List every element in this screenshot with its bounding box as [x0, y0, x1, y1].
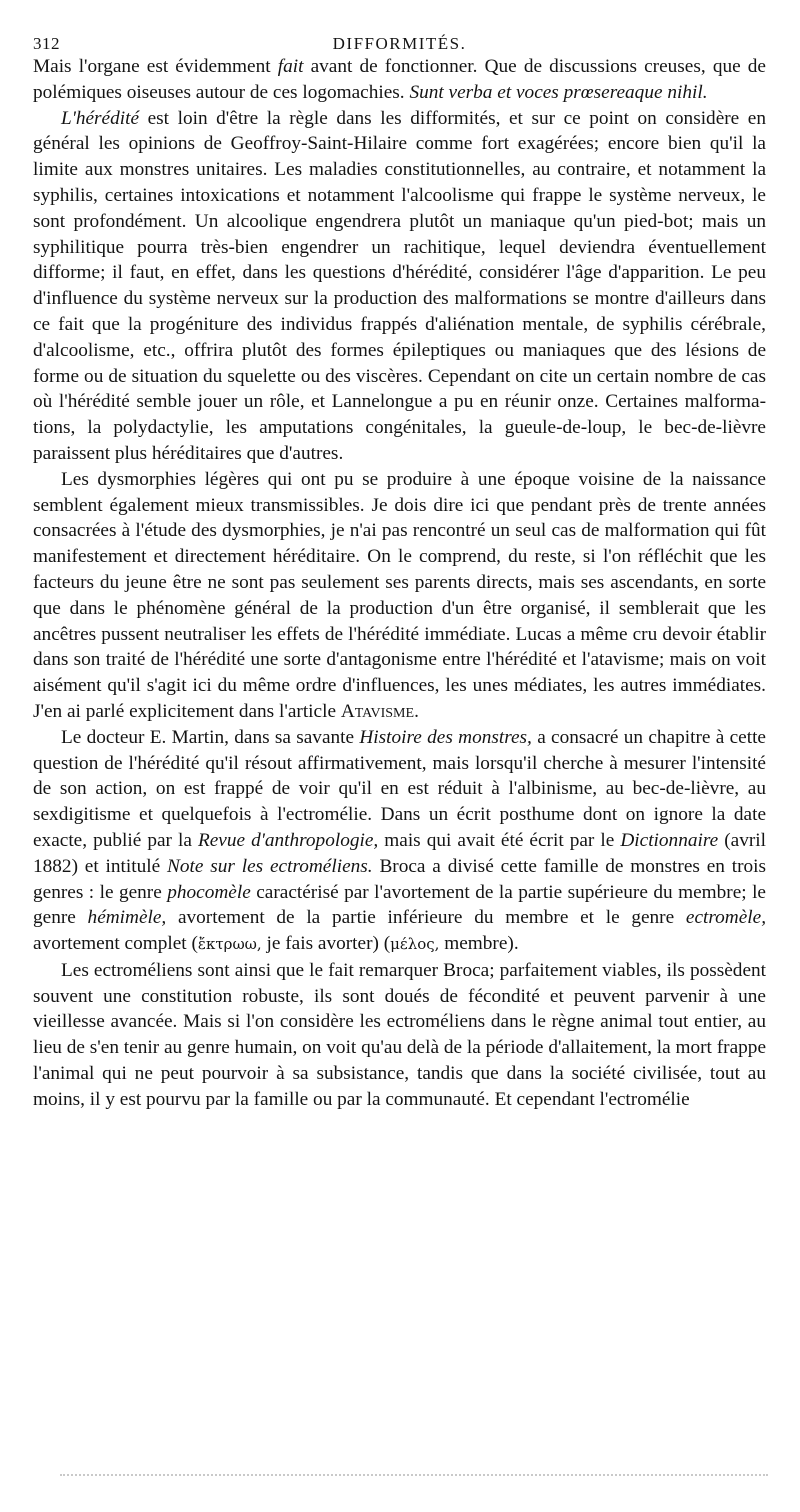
note-title: Note sur les ectroméliens.: [167, 855, 373, 877]
paragraph-1: [33, 54, 766, 106]
text-run: caractérisé par l'avortement de la partie supérieure du membre; le genre: [33, 881, 766, 929]
term-phocomele: phocomèle: [167, 881, 251, 903]
footer-divider: [60, 1474, 768, 1476]
text-run: Les dysmorphies légères qui ont pu se produire à une époque voisine de la naissance semblent également mieux transmissibles. Je dois dire ici que pendant près de trente années consacrées à l'étude des dysmorphies, je n'ai pas rencontré un seul cas de malformation qui fût manifestement et directement héréditaire. On le comprend, du reste, si l'on réfléchit que les facteurs du jeune être ne sont pas seulement ses parents directs, mais ses ascendants, en sorte que dans le phénomène général de la production d'un être organisé, il semblerait que les ancêtres pussent neutraliser les effets de l'hérédité immédiate. Lucas a même cru devoir établir dans son traité de l'hérédité une sorte d'antagonisme entre l'hérédité et l'atavisme; mais on voit aisément qu'il s'agit ici du même ordre d'influences, les unes médiates, les autres immédiates. J'en ai parlé explicitement dans l'article: [33, 468, 766, 722]
text-run: est loin d'être la règle dans les difformités, et sur ce point on considère en général les opinions de Geoffroy-Saint-Hilaire comme fort exagérées; encore bien qu'il la limite aux monstres unitaires. Les maladies constitutionnelles, au contraire, et notamment la syphilis, certaines intoxications et notamment l'alcoolisme qui frappe le système nerveux, le sont profondément. Un alcoolique engendrera plutôt un maniaque qu'un pied-bot; mais un syphilitique pourra très-bien engendrer un rachitique, lequel deviendra éventuellement difforme; il faut, en effet, dans les questions d'hérédité, considérer l'âge d'apparition. Le peu d'influence du système nerveux sur la production des malformations se montre d'ailleurs dans ce fait que la progéniture des individus frappés d'aliénation mentale, de syphilis cérébrale, d'alcoolisme, etc., offrira plutôt des formes épileptiques ou maniaques que des lésions de forme ou de situation du squelette ou des viscères. Cependant on cite un certain nombre de cas où l'hérédité semble jouer un rôle, et Lannelongue a pu en réunir onze. Certaines malformations, la polydactylie, les amputations congénitales, la gueule-de-loup, le bec-de-lièvre paraissent plus héréditaires que d'autres.: [33, 107, 766, 464]
running-title: DIFFORMITÉS.: [332, 34, 467, 53]
small-caps-reference: Atavisme: [340, 700, 415, 722]
latin-quote: Sunt verba et voces prœsereaque nihil.: [409, 81, 708, 103]
text-run: Les ectroméliens sont ainsi que le fait remarquer Broca; parfaitement viables, ils possèdent souvent une constitution robuste, ils sont doués de fécondité et peuvent parvenir à une vieillesse avancée. Mais si l'on considère les ectroméliens dans le règne animal tout entier, au lieu de s'en tenir au genre humain, on voit qu'au delà de la période d'allaitement, la mort frappe l'animal qui ne peut pourvoir à sa subsistance, tandis que dans la société civilisée, tout au moins, il y est pourvu par la famille ou par la communauté. Et cependant l'ectromélie: [33, 959, 766, 1110]
paragraph-5: [33, 958, 766, 1113]
greek-word: ἔκτρωω,: [197, 935, 262, 954]
text-run: mais qui avait été écrit par le: [378, 829, 621, 851]
italic-text: L'hérédité: [61, 107, 140, 129]
term-hemimele: hémimèle,: [87, 907, 167, 929]
paragraph-3: [33, 467, 766, 725]
greek-word: μέλος,: [390, 935, 440, 954]
text-run: avant de fonctionner. Que de discussions creuses, que de polémiques oiseuses autour de ces logomachies.: [33, 56, 766, 103]
paragraph-2: [33, 106, 766, 467]
text-run: avortement complet (: [33, 933, 198, 955]
text-run: Broca a divisé cette famille de monstres en trois genres : le genre: [33, 855, 767, 903]
italic-text: fait: [277, 56, 304, 77]
running-header: [33, 26, 766, 54]
text-run: Mais l'organe est évidemment: [33, 56, 278, 77]
book-title: Histoire des monstres,: [359, 726, 532, 748]
dictionary-title: Dictionnaire: [620, 829, 719, 851]
text-run: membre).: [439, 933, 519, 955]
text-run: Le docteur E. Martin, dans sa savante: [61, 726, 360, 748]
text-run: je fais avorter) (: [261, 933, 391, 955]
document-page: [33, 26, 766, 1113]
term-ectromele: ectromèle,: [685, 907, 767, 929]
page-number: 312: [33, 34, 60, 53]
text-run: avortement de la partie inférieure du membre et le genre: [166, 907, 686, 929]
paragraph-4: [33, 725, 766, 958]
journal-title: Revue d'anthropologie,: [197, 829, 379, 851]
text-run: a consacré un chapitre à cette question de l'hérédité qu'il résout affirmativement, mais lorsqu'il cherche à mesurer l'intensité de son action, on est frappé de voir qu'il en est réduit à l'albinisme, au bec-de-lièvre, au sexdigitisme et quelquefois à l'ectromélie. Dans un écrit posthume dont on ignore la date exacte, publié par la: [33, 726, 766, 851]
text-run: (avril 1882) et intitulé: [33, 829, 766, 877]
text-run: .: [414, 700, 419, 722]
